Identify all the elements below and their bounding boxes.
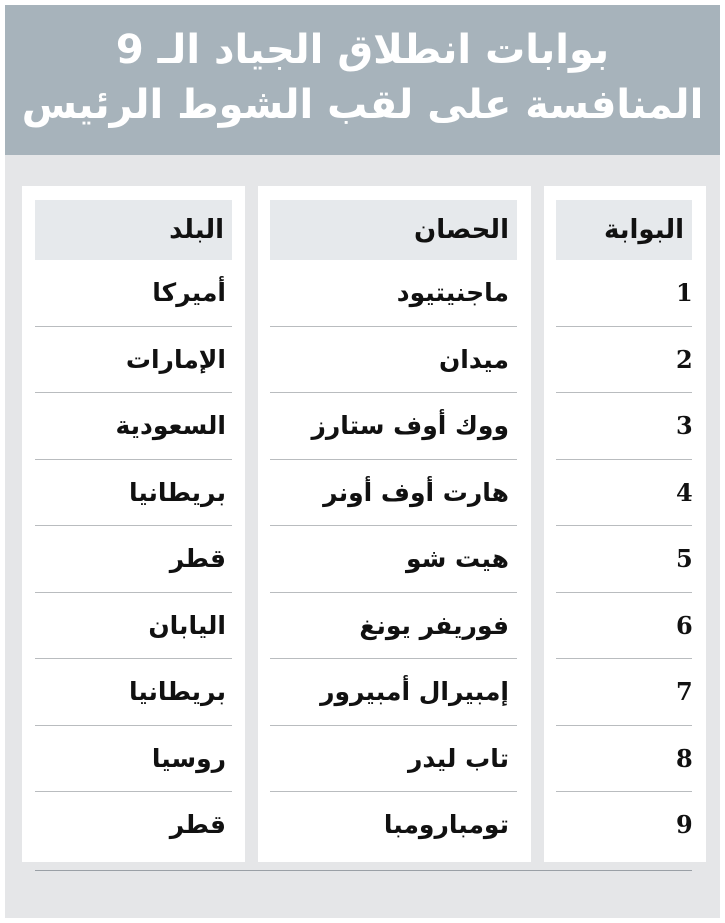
horse-cell: فوريفر يونغ [270,593,517,660]
country-cell: قطر [35,526,232,593]
country-cell: بريطانيا [35,460,232,527]
horse-header: الحصان [270,200,517,260]
country-cell: اليابان [35,593,232,660]
horse-cell: ووك أوف ستارز [270,393,517,460]
gate-cell: 6 [556,593,692,660]
gate-cell: 3 [556,393,692,460]
country-cell: قطر [169,810,226,839]
horse-cell: إمبيرال أمبيرور [270,659,517,726]
country-rows [22,260,245,859]
horse-rows [258,260,531,859]
gate-cell: 4 [556,460,692,527]
country-cell: بريطانيا [35,659,232,726]
horse-cell: هارت أوف أونر [270,460,517,527]
country-column [22,186,245,862]
horse-cell: هيت شو [270,526,517,593]
gate-cell: 2 [556,327,692,394]
title-line-1: بوابات انطلاق الجياد الـ 9 [115,27,610,73]
horse-cell: ميدان [270,327,517,394]
gate-rows [544,260,706,859]
gate-cell: 1 [556,260,692,327]
bottom-divider [35,870,692,871]
horse-column [258,186,531,862]
gate-cell: 7 [556,659,692,726]
gate-cell: 8 [556,726,692,793]
gate-column [544,186,706,862]
gate-cell: 5 [556,526,692,593]
country-cell: الإمارات [35,327,232,394]
gate-header: البوابة [556,200,692,260]
country-cell: روسيا [35,726,232,793]
country-header: البلد [35,200,232,260]
country-cell: السعودية [35,393,232,460]
gate-cell: 9 [676,810,693,839]
country-cell: أميركا [35,260,232,327]
title-line-2: المنافسة على لقب الشوط الرئيس [21,82,704,128]
horse-cell: ماجنيتيود [270,260,517,327]
horse-cell: تومبارومبا [383,810,509,839]
horse-cell: تاب ليدر [270,726,517,793]
infographic-title [5,5,720,155]
